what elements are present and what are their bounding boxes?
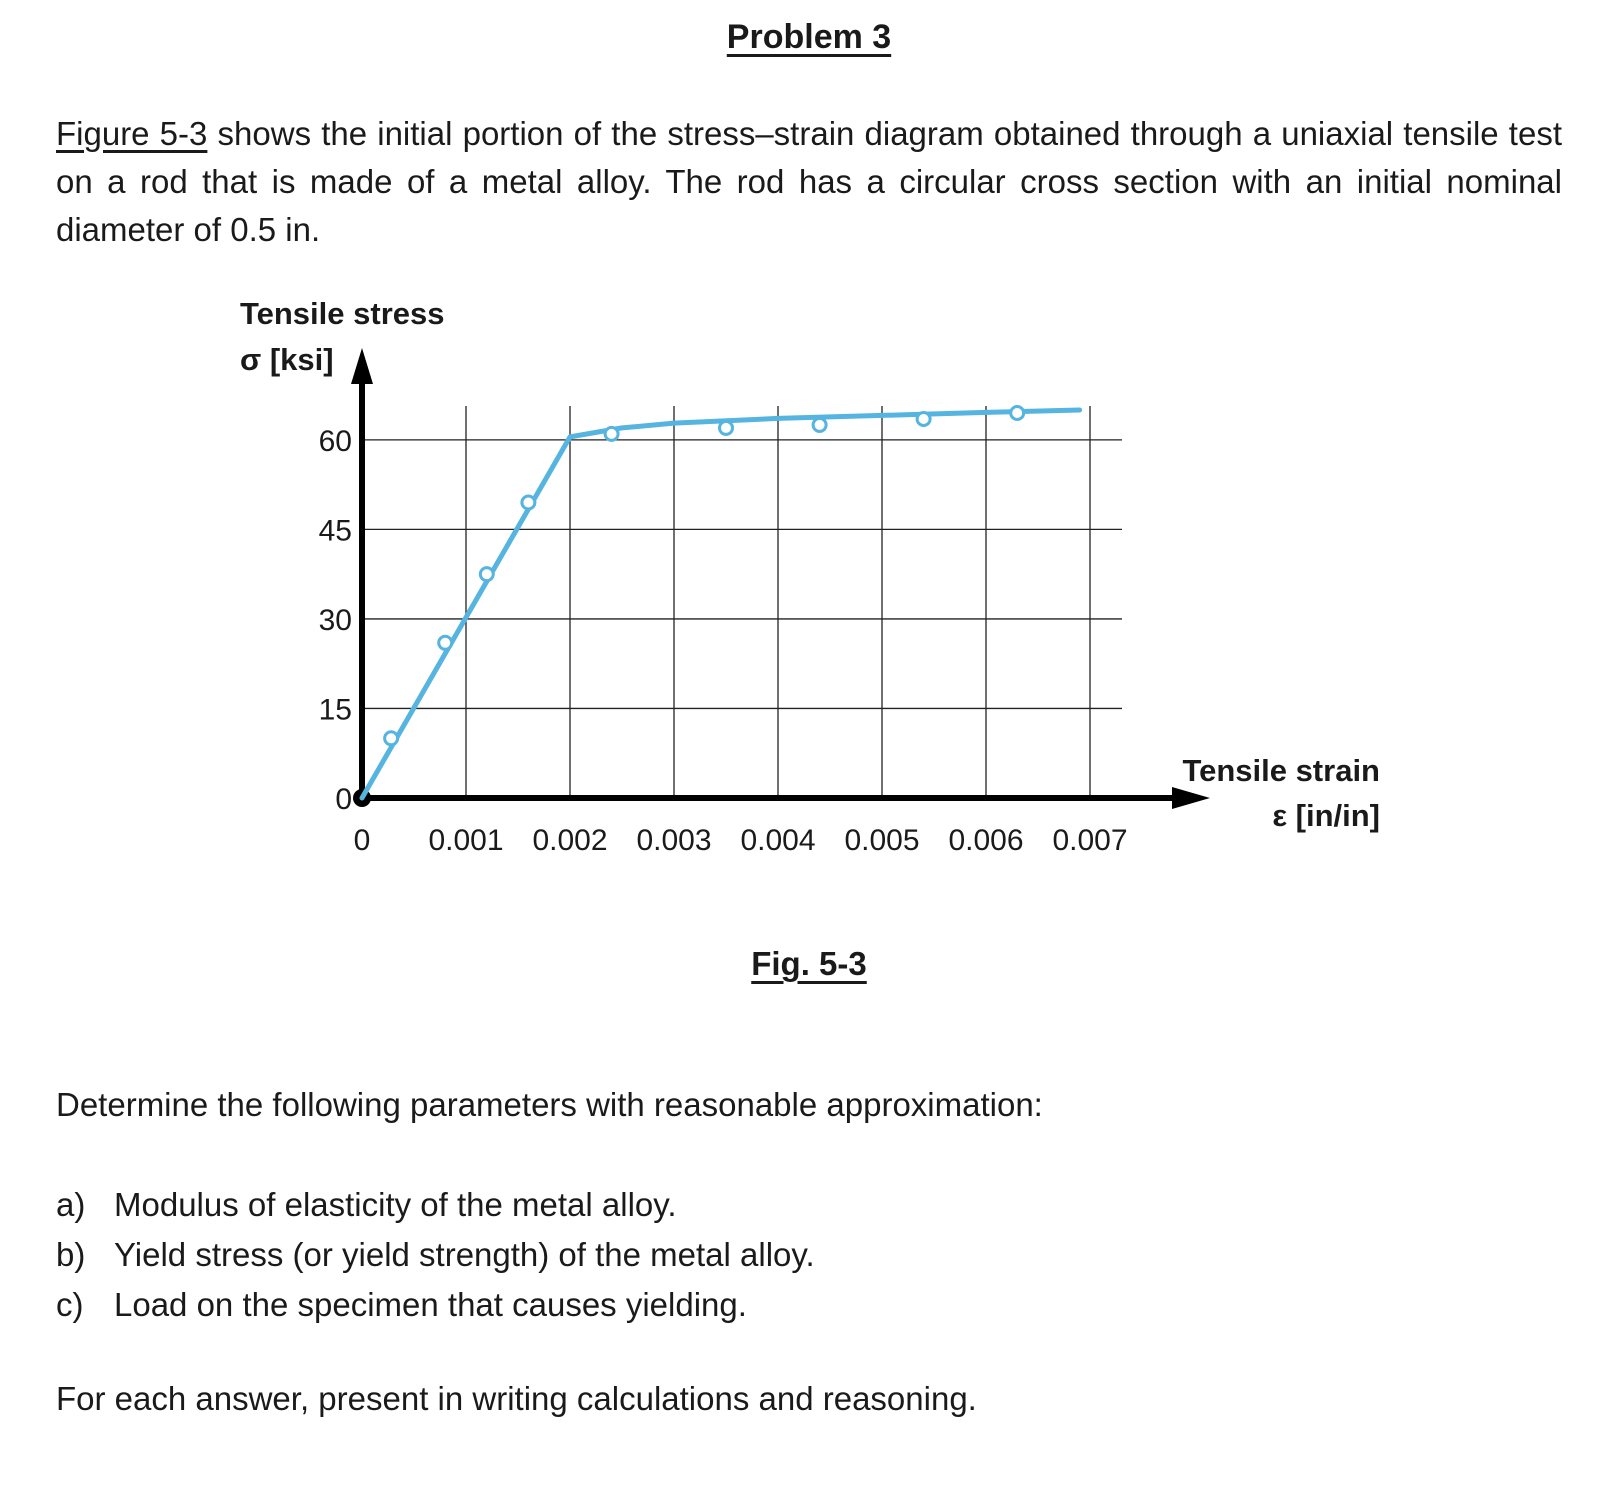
y-tick-label: 0 <box>335 783 352 816</box>
y-tick-labels <box>319 425 352 816</box>
question-item <box>56 1230 815 1280</box>
question-label: b) <box>56 1236 86 1273</box>
y-tick-label: 60 <box>318 424 352 458</box>
data-point <box>385 732 398 745</box>
x-tick-label: 0.003 <box>636 824 712 857</box>
question-list <box>56 1180 815 1330</box>
x-axis-label-line1: Tensile strain <box>1182 753 1380 788</box>
figure-caption: Fig. 5-3 <box>751 945 867 982</box>
x-tick-label: 0.001 <box>428 824 504 857</box>
data-point <box>480 568 493 581</box>
data-point <box>813 418 826 431</box>
x-tick-label: 0 <box>353 824 371 857</box>
question-item <box>56 1280 815 1330</box>
question-label: a) <box>56 1186 86 1223</box>
closing-instruction: For each answer, present in writing calculations and reasoning. <box>56 1380 977 1417</box>
question-item <box>56 1180 815 1230</box>
x-tick-label: 0.006 <box>948 824 1024 857</box>
problem-statement-text: shows the initial portion of the stress–strain diagram obtained through a uniaxial tensile test on a rod that is made of a metal alloy. The rod has a circular cross section with an initial nominal diameter of 0.5 in. <box>56 115 1563 248</box>
y-axis-arrowhead <box>351 348 373 384</box>
data-point <box>522 496 535 509</box>
fitted-curve-line <box>362 410 1080 798</box>
problem-statement <box>56 110 1562 254</box>
x-axis-label-line2: ε [in/in] <box>1272 798 1380 833</box>
x-tick-label: 0.007 <box>1052 824 1128 857</box>
questions-intro: Determine the following parameters with reasonable approximation: <box>56 1086 1043 1123</box>
y-axis-label-line1: Tensile stress <box>240 296 445 331</box>
y-tick-label: 15 <box>318 693 352 727</box>
data-point <box>605 427 618 440</box>
question-text: Load on the specimen that causes yielding. <box>114 1286 747 1323</box>
data-point <box>720 421 733 434</box>
x-tick-label: 0.005 <box>844 824 920 857</box>
y-tick-label: 30 <box>318 603 352 637</box>
data-point <box>1011 406 1024 419</box>
x-tick-label: 0.004 <box>740 824 816 857</box>
x-tick-label: 0.002 <box>532 824 608 857</box>
question-text: Modulus of elasticity of the metal alloy. <box>114 1186 677 1223</box>
data-point <box>439 636 452 649</box>
problem-title: Problem 3 <box>726 18 892 56</box>
stress-strain-chart <box>0 280 1618 920</box>
data-point <box>917 412 930 425</box>
x-tick-labels <box>354 824 1128 857</box>
question-label: c) <box>56 1286 84 1323</box>
y-axis-label-line2: σ [ksi] <box>240 342 334 377</box>
y-tick-label: 45 <box>318 514 352 548</box>
question-text: Yield stress (or yield strength) of the metal alloy. <box>114 1236 815 1273</box>
x-axis-arrowhead <box>1172 787 1210 809</box>
data-points <box>385 406 1024 744</box>
figure-reference: Figure 5-3 <box>56 115 208 152</box>
stress-strain-curve <box>362 410 1080 798</box>
